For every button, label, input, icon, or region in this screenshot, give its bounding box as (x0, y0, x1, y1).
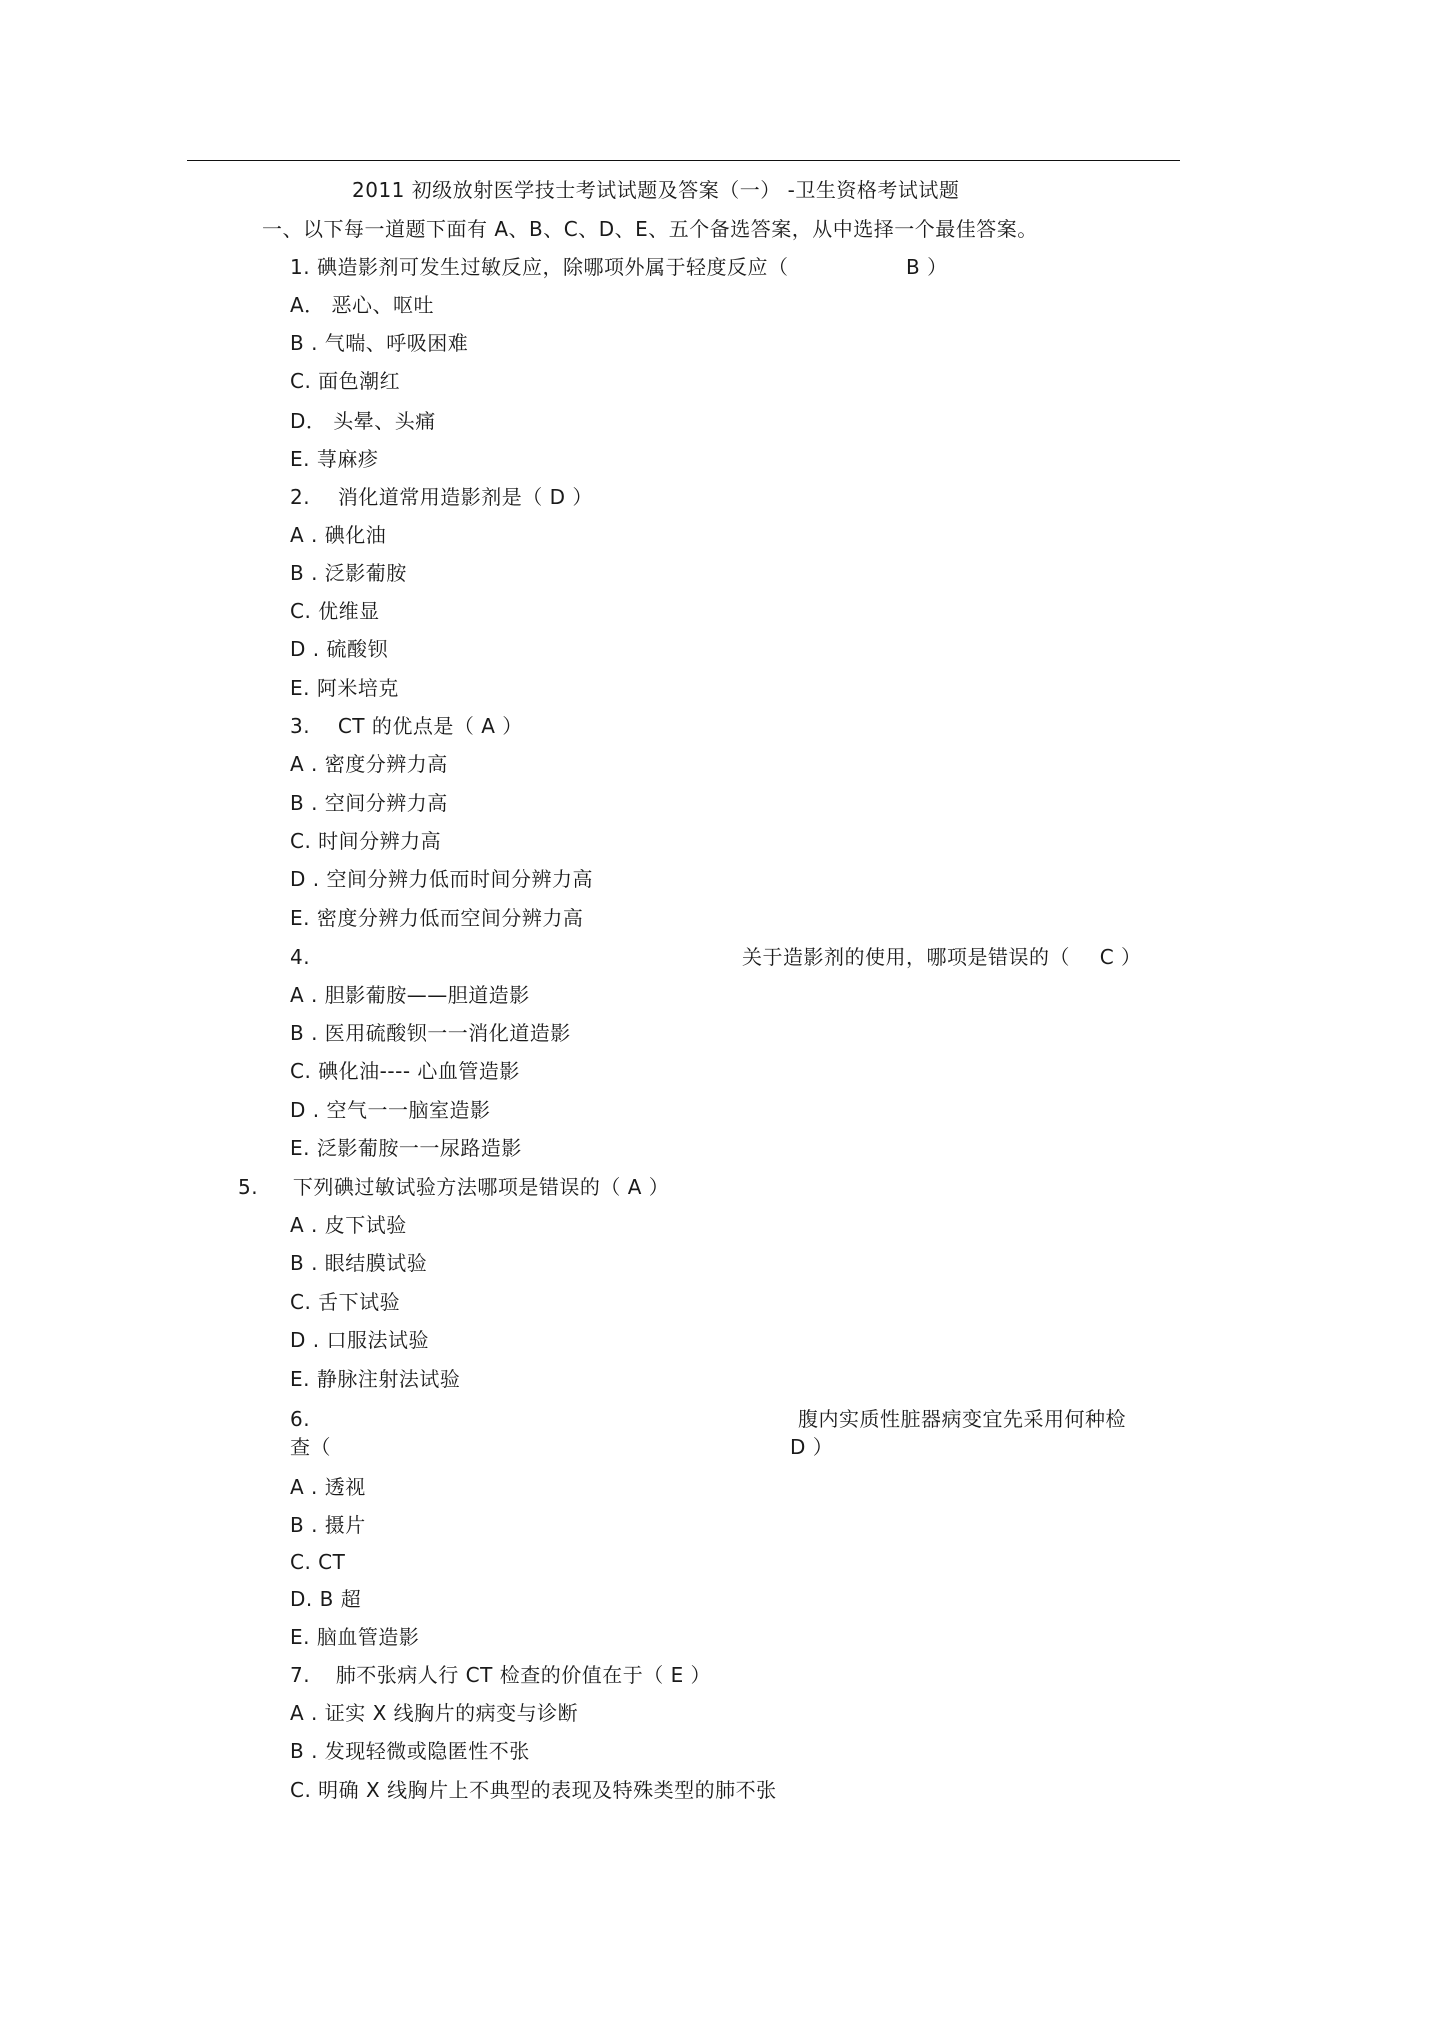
question-text: 碘造影剂可发生过敏反应，除哪项外属于轻度反应（ (316, 255, 789, 279)
header-rule (187, 160, 1180, 161)
option: E. 阿米培克 (290, 676, 399, 700)
option: A． 恶心、呕吐 (290, 293, 435, 317)
option: E. 静脉注射法试验 (290, 1367, 461, 1391)
option: C. 面色潮红 (290, 369, 401, 393)
question-4-text (742, 944, 1142, 970)
option: B . 眼结膜试验 (290, 1251, 428, 1275)
option: E. 密度分辨力低而空间分辨力高 (290, 906, 584, 930)
option: B . 气喘、呼吸困难 (290, 331, 469, 355)
option: C. 时间分辨力高 (290, 829, 442, 853)
option: D． 头晕、头痛 (290, 409, 436, 433)
option: C. 优维显 (290, 599, 380, 623)
question-number: 5. (238, 1175, 259, 1199)
question-text: 肺不张病人行 CT 检查的价值在于（ E ） (335, 1663, 712, 1687)
option: D . 空气一一脑室造影 (290, 1098, 491, 1122)
question-3 (290, 713, 523, 739)
question-7 (290, 1662, 711, 1688)
option: C. 舌下试验 (290, 1290, 401, 1314)
question-text-continued: 查（ (290, 1435, 331, 1459)
question-6-number: 6. (290, 1407, 311, 1431)
option: B . 空间分辨力高 (290, 791, 448, 815)
question-number: 1. (290, 255, 311, 279)
option: D . 口服法试验 (290, 1328, 429, 1352)
question-answer: D ） (790, 1435, 834, 1459)
option: A . 证实 X 线胸片的病变与诊断 (290, 1701, 579, 1725)
option: B . 泛影葡胺 (290, 561, 407, 585)
question-number: 7. (290, 1663, 311, 1687)
option: A . 皮下试验 (290, 1213, 407, 1237)
question-4-number: 4. (290, 945, 311, 969)
option: B . 医用硫酸钡一一消化道造影 (290, 1021, 571, 1045)
option: A . 透视 (290, 1475, 366, 1499)
question-2 (290, 484, 593, 510)
question-1 (290, 254, 788, 280)
option: C. 明确 X 线胸片上不典型的表现及特殊类型的肺不张 (290, 1778, 777, 1802)
question-number: 2. (290, 485, 311, 509)
option: D. B 超 (290, 1587, 362, 1611)
section-instruction: 一、以下每一道题下面有 A、B、C、D、E、五个备选答案，从中选择一个最佳答案。 (262, 217, 1038, 241)
question-number: 3. (290, 714, 311, 738)
document-title: 2011 初级放射医学技士考试试题及答案（一） -卫生资格考试试题 (352, 178, 960, 202)
question-text: 消化道常用造影剂是（ D ） (337, 485, 593, 509)
option: C. CT (290, 1550, 346, 1574)
question-answer: C ） (1099, 945, 1142, 969)
option: E. 泛影葡胺一一尿路造影 (290, 1136, 522, 1160)
option: A . 胆影葡胺——胆道造影 (290, 983, 530, 1007)
question-text: 腹内实质性脏器病变宜先采用何种检 (798, 1407, 1126, 1431)
question-text: 关于造影剂的使用，哪项是错误的（ (742, 945, 1070, 969)
question-text: 下列碘过敏试验方法哪项是错误的（ A ） (292, 1175, 670, 1199)
option: D . 硫酸钡 (290, 637, 388, 661)
question-1-answer: B ） (906, 255, 948, 279)
option: C. 碘化油---- 心血管造影 (290, 1059, 520, 1083)
option: B . 摄片 (290, 1513, 366, 1537)
question-5 (238, 1174, 669, 1200)
option: A . 碘化油 (290, 523, 387, 547)
option: E. 脑血管造影 (290, 1625, 420, 1649)
question-text: CT 的优点是（ A ） (337, 714, 523, 738)
option: B . 发现轻微或隐匿性不张 (290, 1739, 530, 1763)
option: A . 密度分辨力高 (290, 752, 448, 776)
option: D . 空间分辨力低而时间分辨力高 (290, 867, 593, 891)
option: E. 荨麻疹 (290, 447, 379, 471)
